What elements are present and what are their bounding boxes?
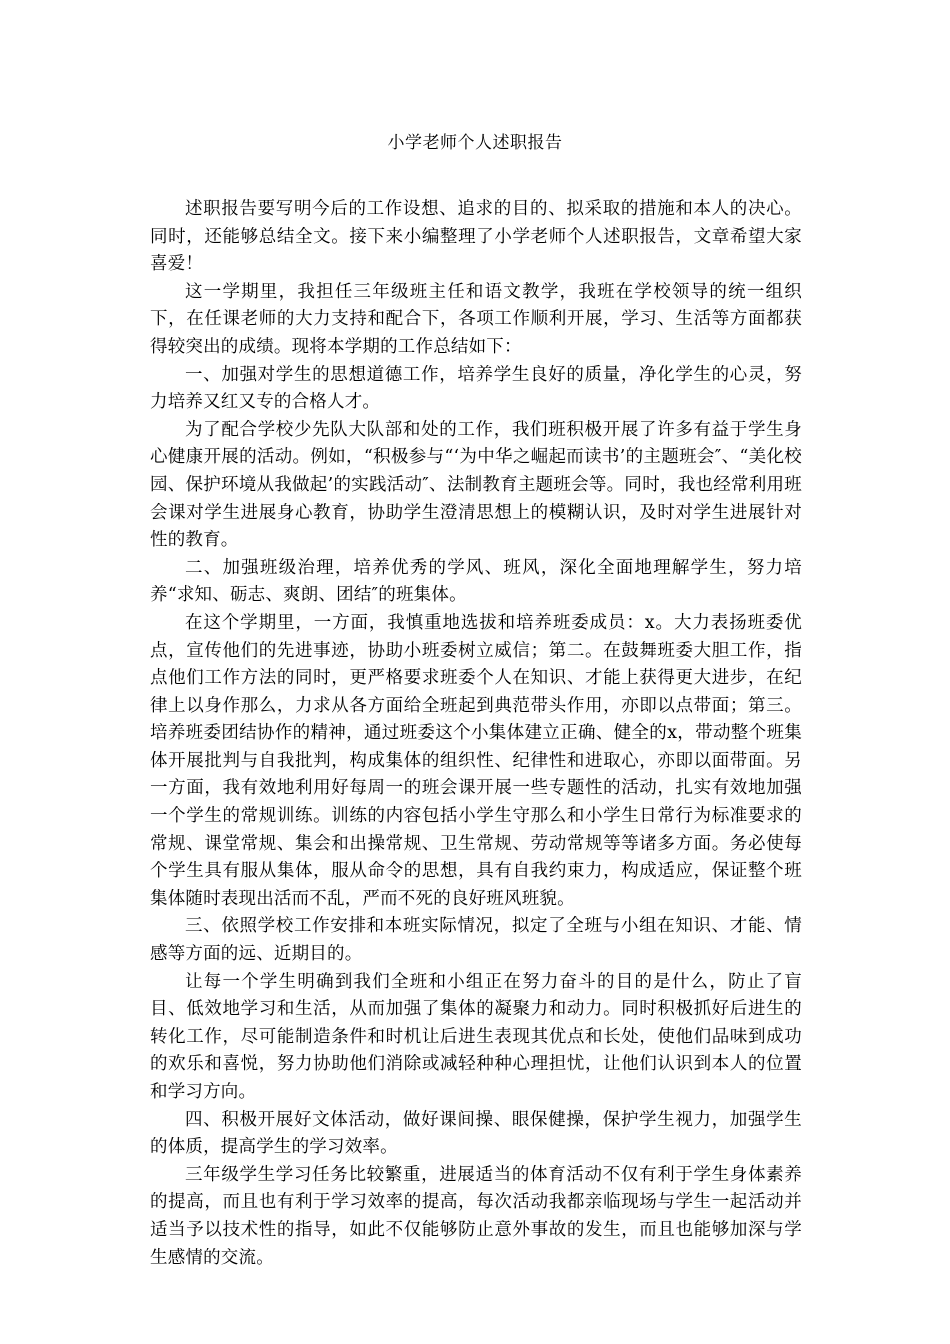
document-body bbox=[150, 196, 802, 1272]
paragraph-heading-2: 二、加强班级治理，培养优秀的学风、班风，深化全面地理解学生，努力培养“求知、砺志、爽朗、团结″的班集体。 bbox=[150, 557, 802, 606]
paragraph-section-1: 为了配合学校少先队大队部和处的工作，我们班积极开展了许多有益于学生身心健康开展的活动。例如，“积极参与“‘为中华之崛起而读书’的主题班会″、“美化校园、保护环境从我做起’的实践活动″、法制教育主题班会等。同时，我也经常利用班会课对学生进展身心教育，协助学生澄清思想上的模糊认识，及时对学生进展针对性的教育。 bbox=[150, 419, 802, 551]
paragraph-heading-4: 四、积极开展好文体活动，做好课间操、眼保健操，保护学生视力，加强学生的体质，提高学生的学习效率。 bbox=[150, 1109, 802, 1158]
paragraph-section-4: 三年级学生学习任务比较繁重，进展适当的体育活动不仅有利于学生身体素养的提高，而且也有利于学习效率的提高，每次活动我都亲临现场与学生一起活动并适当予以技术性的指导，如此不仅能够防止意外事故的发生，而且也能够加深与学生感情的交流。 bbox=[150, 1164, 802, 1268]
paragraph-overview: 这一学期里，我担任三年级班主任和语文教学，我班在学校领导的统一组织下，在任课老师的大力支持和配合下，各项工作顺利开展，学习、生活等方面都获得较突出的成绩。现将本学期的工作总结如下： bbox=[150, 281, 802, 357]
paragraph-section-3: 让每一个学生明确到我们全班和小组正在努力奋斗的目的是什么，防止了盲目、低效地学习和生活，从而加强了集体的凝聚力和动力。同时积极抓好后进生的转化工作，尽可能制造条件和时机让后进生表现其优点和长处，使他们品味到成功的欢乐和喜悦，努力协助他们消除或减轻种种心理担忧，让他们认识到本人的位置和学习方向。 bbox=[150, 971, 802, 1102]
paragraph-section-2: 在这个学期里，一方面，我慎重地选拔和培养班委成员：x。大力表扬班委优点，宣传他们的先进事迹，协助小班委树立威信；第二。在鼓舞班委大胆工作，指点他们工作方法的同时，更严格要求班委个人在知识、才能上获得更大进步，在纪律上以身作那么，力求从各方面给全班起到典范带头作用，亦即以点带面；第三。培养班委团结协作的精神，通过班委这个小集体建立正确、健全的x，带动整个班集体开展批判与自我批判，构成集体的组织性、纪律性和进取心，亦即以面带面。另一方面，我有效地利用好每周一的班会课开展一些专题性的活动，扎实有效地加强一个学生的常规训练。训练的内容包括小学生守那么和小学生日常行为标准要求的常规、课堂常规、集会和出操常规、卫生常规、劳动常规等等诸多方面。务必使每个学生具有服从集体，服从命令的思想，具有自我约束力，构成适应，保证整个班集体随时表现出活而不乱，严而不死的良好班风班貌。 bbox=[150, 612, 802, 909]
paragraph-intro: 述职报告要写明今后的工作设想、追求的目的、拟采取的措施和本人的决心。同时，还能够总结全文。接下来小编整理了小学老师个人述职报告，文章希望大家喜爱！ bbox=[150, 199, 802, 275]
paragraph-heading-1: 一、加强对学生的思想道德工作，培养学生良好的质量，净化学生的心灵，努力培养又红又专的合格人才。 bbox=[150, 364, 802, 413]
document-title: 小学老师个人述职报告 bbox=[387, 133, 563, 153]
paragraph-heading-3: 三、依照学校工作安排和本班实际情况，拟定了全班与小组在知识、才能、情感等方面的远、近期目的。 bbox=[150, 916, 802, 965]
